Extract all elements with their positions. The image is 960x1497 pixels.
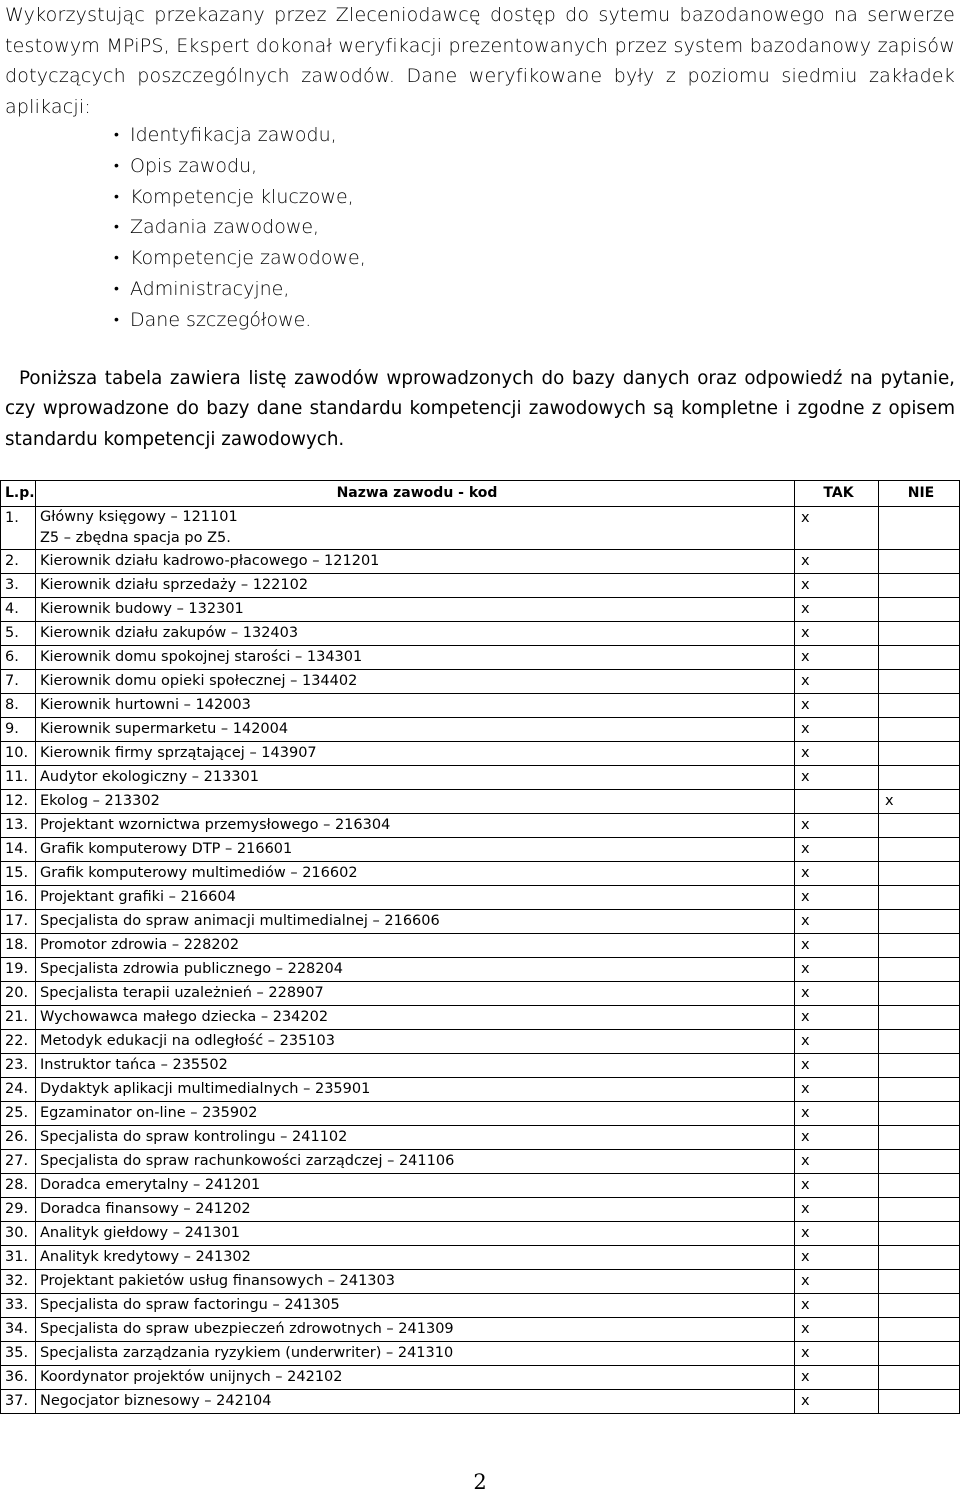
table-row [1, 1198, 960, 1222]
row-lp: 12. [1, 790, 36, 814]
table-header-row [1, 481, 960, 507]
row-nie [879, 1150, 960, 1174]
row-lp: 4. [1, 598, 36, 622]
row-tak: x [795, 1366, 879, 1390]
table-row [1, 1150, 960, 1174]
row-tak: x [795, 646, 879, 670]
table-row [1, 1270, 960, 1294]
table-row [1, 670, 960, 694]
row-nie [879, 766, 960, 790]
row-name: Specjalista do spraw animacji multimedialnej – 216606 [36, 910, 795, 934]
row-nie [879, 550, 960, 574]
table-row [1, 1390, 960, 1414]
tabs-list-item [114, 182, 366, 213]
table-row [1, 862, 960, 886]
row-nie: x [879, 790, 960, 814]
row-nie [879, 574, 960, 598]
row-tak: x [795, 742, 879, 766]
row-lp: 16. [1, 886, 36, 910]
row-nie [879, 934, 960, 958]
row-lp: 32. [1, 1270, 36, 1294]
bullet-icon: • [114, 311, 119, 328]
row-nie [879, 1078, 960, 1102]
row-tak: x [795, 694, 879, 718]
row-tak: x [795, 1078, 879, 1102]
row-name: Specjalista zdrowia publicznego – 228204 [36, 958, 795, 982]
row-lp: 36. [1, 1366, 36, 1390]
row-name: Kierownik firmy sprzątającej – 143907 [36, 742, 795, 766]
row-nie [879, 838, 960, 862]
row-nie [879, 1270, 960, 1294]
row-tak: x [795, 1174, 879, 1198]
row-tak [795, 790, 879, 814]
row-lp: 6. [1, 646, 36, 670]
row-tak: x [795, 1102, 879, 1126]
row-tak: x [795, 862, 879, 886]
row-lp: 34. [1, 1318, 36, 1342]
row-lp: 5. [1, 622, 36, 646]
row-name: Dydaktyk aplikacji multimedialnych – 235901 [36, 1078, 795, 1102]
row-nie [879, 1030, 960, 1054]
table-row [1, 790, 960, 814]
row-tak: x [795, 1318, 879, 1342]
row-nie [879, 1222, 960, 1246]
row-lp: 1. [1, 507, 36, 550]
row-name: Kierownik budowy – 132301 [36, 598, 795, 622]
bullet-icon: • [114, 219, 119, 236]
table-row [1, 742, 960, 766]
row-name: Specjalista terapii uzależnień – 228907 [36, 982, 795, 1006]
row-nie [879, 1318, 960, 1342]
row-name: Ekolog – 213302 [36, 790, 795, 814]
row-nie [879, 1198, 960, 1222]
row-nie [879, 1006, 960, 1030]
tabs-list-item-text: Kompetencje kluczowe, [130, 185, 354, 208]
table-row [1, 646, 960, 670]
row-name: Kierownik działu sprzedaży – 122102 [36, 574, 795, 598]
row-name: Doradca finansowy – 241202 [36, 1198, 795, 1222]
bullet-icon: • [114, 280, 119, 297]
row-nie [879, 1246, 960, 1270]
row-lp: 17. [1, 910, 36, 934]
row-nie [879, 862, 960, 886]
table-intro-paragraph: Poniższa tabela zawiera listę zawodów wprowadzonych do bazy danych oraz odpowiedź na pytanie, czy wprowadzone do bazy dane standardu kompetencji zawodowych są kompletne i zgodne z opisem standardu kompetencji zawodowych. [5, 368, 955, 450]
row-name: Kierownik działu kadrowo-płacowego – 121201 [36, 550, 795, 574]
row-lp: 21. [1, 1006, 36, 1030]
row-tak: x [795, 886, 879, 910]
row-name: Projektant grafiki – 216604 [36, 886, 795, 910]
table-row [1, 910, 960, 934]
row-lp: 25. [1, 1102, 36, 1126]
row-name: Projektant pakietów usług finansowych – 241303 [36, 1270, 795, 1294]
row-name: Koordynator projektów unijnych – 242102 [36, 1366, 795, 1390]
row-nie [879, 598, 960, 622]
tabs-list [114, 120, 366, 336]
row-tak: x [795, 574, 879, 598]
row-name: Specjalista do spraw rachunkowości zarządczej – 241106 [36, 1150, 795, 1174]
row-name: Egzaminator on-line – 235902 [36, 1102, 795, 1126]
row-lp: 37. [1, 1390, 36, 1414]
row-nie [879, 982, 960, 1006]
row-name: Kierownik domu opieki społecznej – 134402 [36, 670, 795, 694]
intro-paragraph: Wykorzystując przekazany przez Zleceniodawcę dostęp do sytemu bazodanowego na serwerze testowym MPiPS, Ekspert dokonał weryfikacji prezentowanych przez system bazodanowy zapisów dotyczących poszczególnych zawodów. Dane weryfikowane były z poziomu siedmiu zakładek aplikacji: [5, 4, 955, 118]
tabs-list-item [114, 274, 366, 305]
tabs-list-item-text: Dane szczegółowe. [130, 308, 312, 331]
row-lp: 26. [1, 1126, 36, 1150]
table-row [1, 574, 960, 598]
row-lp: 2. [1, 550, 36, 574]
row-lp: 18. [1, 934, 36, 958]
table-row [1, 718, 960, 742]
bullet-icon: • [114, 157, 119, 174]
row-nie [879, 507, 960, 550]
row-name: Specjalista do spraw kontrolingu – 241102 [36, 1126, 795, 1150]
row-lp: 24. [1, 1078, 36, 1102]
row-lp: 11. [1, 766, 36, 790]
row-name: Specjalista zarządzania ryzykiem (underwriter) – 241310 [36, 1342, 795, 1366]
row-tak: x [795, 766, 879, 790]
row-name: Metodyk edukacji na odległość – 235103 [36, 1030, 795, 1054]
row-name: Audytor ekologiczny – 213301 [36, 766, 795, 790]
row-tak: x [795, 1006, 879, 1030]
table-row [1, 1366, 960, 1390]
row-lp: 27. [1, 1150, 36, 1174]
row-lp: 9. [1, 718, 36, 742]
row-nie [879, 742, 960, 766]
row-nie [879, 1174, 960, 1198]
table-row [1, 622, 960, 646]
row-name: Projektant wzornictwa przemysłowego – 216304 [36, 814, 795, 838]
row-nie [879, 814, 960, 838]
row-lp: 7. [1, 670, 36, 694]
row-name: Specjalista do spraw factoringu – 241305 [36, 1294, 795, 1318]
table-row [1, 1054, 960, 1078]
row-note: Z5 – zbędna spacja po Z5. [40, 530, 231, 546]
row-name: Kierownik supermarketu – 142004 [36, 718, 795, 742]
row-tak: x [795, 934, 879, 958]
row-lp: 13. [1, 814, 36, 838]
tabs-list-item [114, 243, 366, 274]
row-lp: 22. [1, 1030, 36, 1054]
row-tak: x [795, 1270, 879, 1294]
row-nie [879, 646, 960, 670]
row-tak: x [795, 507, 879, 550]
row-lp: 28. [1, 1174, 36, 1198]
table-row [1, 814, 960, 838]
table-row [1, 1294, 960, 1318]
row-tak: x [795, 1054, 879, 1078]
row-lp: 20. [1, 982, 36, 1006]
table-row [1, 838, 960, 862]
table-row [1, 1174, 960, 1198]
row-nie [879, 718, 960, 742]
header-lp: L.p. [1, 481, 36, 507]
page-number: 2 [473, 1470, 487, 1494]
table-row [1, 934, 960, 958]
tabs-list-item-text: Identyfikacja zawodu, [130, 124, 337, 146]
header-nie: NIE [879, 481, 960, 507]
row-lp: 14. [1, 838, 36, 862]
table-row [1, 886, 960, 910]
row-lp: 19. [1, 958, 36, 982]
row-name: Wychowawca małego dziecka – 234202 [36, 1006, 795, 1030]
row-lp: 3. [1, 574, 36, 598]
row-name: Analityk kredytowy – 241302 [36, 1246, 795, 1270]
row-name: Specjalista do spraw ubezpieczeń zdrowotnych – 241309 [36, 1318, 795, 1342]
row-nie [879, 958, 960, 982]
row-tak: x [795, 910, 879, 934]
row-name: Instruktor tańca – 235502 [36, 1054, 795, 1078]
row-nie [879, 1054, 960, 1078]
row-name: Kierownik domu spokojnej starości – 134301 [36, 646, 795, 670]
tabs-list-item-text: Zadania zawodowe, [130, 216, 320, 239]
tabs-list-item [114, 212, 366, 243]
row-tak: x [795, 1342, 879, 1366]
row-tak: x [795, 1390, 879, 1414]
tabs-list-item [114, 305, 366, 336]
table-row [1, 982, 960, 1006]
row-lp: 29. [1, 1198, 36, 1222]
row-nie [879, 1342, 960, 1366]
row-nie [879, 622, 960, 646]
row-lp: 8. [1, 694, 36, 718]
row-name: Negocjator biznesowy – 242104 [36, 1390, 795, 1414]
row-name: Grafik komputerowy DTP – 216601 [36, 838, 795, 862]
row-nie [879, 1366, 960, 1390]
row-name: Doradca emerytalny – 241201 [36, 1174, 795, 1198]
row-lp: 31. [1, 1246, 36, 1270]
table-row [1, 1102, 960, 1126]
tabs-list-item [114, 151, 366, 182]
row-name: Promotor zdrowia – 228202 [36, 934, 795, 958]
tabs-list-item [114, 120, 366, 151]
row-lp: 10. [1, 742, 36, 766]
row-lp: 35. [1, 1342, 36, 1366]
row-tak: x [795, 670, 879, 694]
row-tak: x [795, 598, 879, 622]
header-tak: TAK [795, 481, 879, 507]
row-tak: x [795, 814, 879, 838]
bullet-icon: • [114, 250, 119, 267]
occupations-table [0, 480, 960, 1414]
row-tak: x [795, 718, 879, 742]
table-row [1, 1126, 960, 1150]
table-row [1, 507, 960, 550]
row-nie [879, 1390, 960, 1414]
table-row [1, 694, 960, 718]
tabs-list-item-text: Administracyjne, [130, 277, 290, 300]
table-row [1, 1030, 960, 1054]
tabs-list-item-text: Opis zawodu, [130, 154, 258, 177]
bullet-icon: • [114, 188, 119, 205]
row-nie [879, 1126, 960, 1150]
row-nie [879, 694, 960, 718]
row-nie [879, 910, 960, 934]
row-name-text: Główny księgowy – 121101 [40, 509, 238, 525]
row-tak: x [795, 1150, 879, 1174]
row-tak: x [795, 982, 879, 1006]
table-row [1, 1246, 960, 1270]
row-name: Grafik komputerowy multimediów – 216602 [36, 862, 795, 886]
row-name [36, 507, 795, 550]
row-tak: x [795, 1246, 879, 1270]
row-tak: x [795, 1222, 879, 1246]
bullet-icon: • [114, 127, 119, 143]
row-lp: 23. [1, 1054, 36, 1078]
table-row [1, 1078, 960, 1102]
row-tak: x [795, 622, 879, 646]
table-row [1, 1342, 960, 1366]
row-nie [879, 1102, 960, 1126]
table-row [1, 766, 960, 790]
row-name: Kierownik działu zakupów – 132403 [36, 622, 795, 646]
table-row [1, 598, 960, 622]
row-name: Kierownik hurtowni – 142003 [36, 694, 795, 718]
header-name: Nazwa zawodu - kod [36, 481, 795, 507]
row-name: Analityk giełdowy – 241301 [36, 1222, 795, 1246]
row-lp: 33. [1, 1294, 36, 1318]
table-row [1, 1222, 960, 1246]
row-nie [879, 886, 960, 910]
row-lp: 15. [1, 862, 36, 886]
row-nie [879, 670, 960, 694]
row-tak: x [795, 1030, 879, 1054]
row-tak: x [795, 1126, 879, 1150]
row-tak: x [795, 550, 879, 574]
table-row [1, 1318, 960, 1342]
table-row [1, 958, 960, 982]
row-tak: x [795, 958, 879, 982]
tabs-list-item-text: Kompetencje zawodowe, [130, 247, 366, 270]
row-lp: 30. [1, 1222, 36, 1246]
row-tak: x [795, 838, 879, 862]
table-row [1, 550, 960, 574]
row-tak: x [795, 1294, 879, 1318]
row-tak: x [795, 1198, 879, 1222]
table-row [1, 1006, 960, 1030]
row-nie [879, 1294, 960, 1318]
